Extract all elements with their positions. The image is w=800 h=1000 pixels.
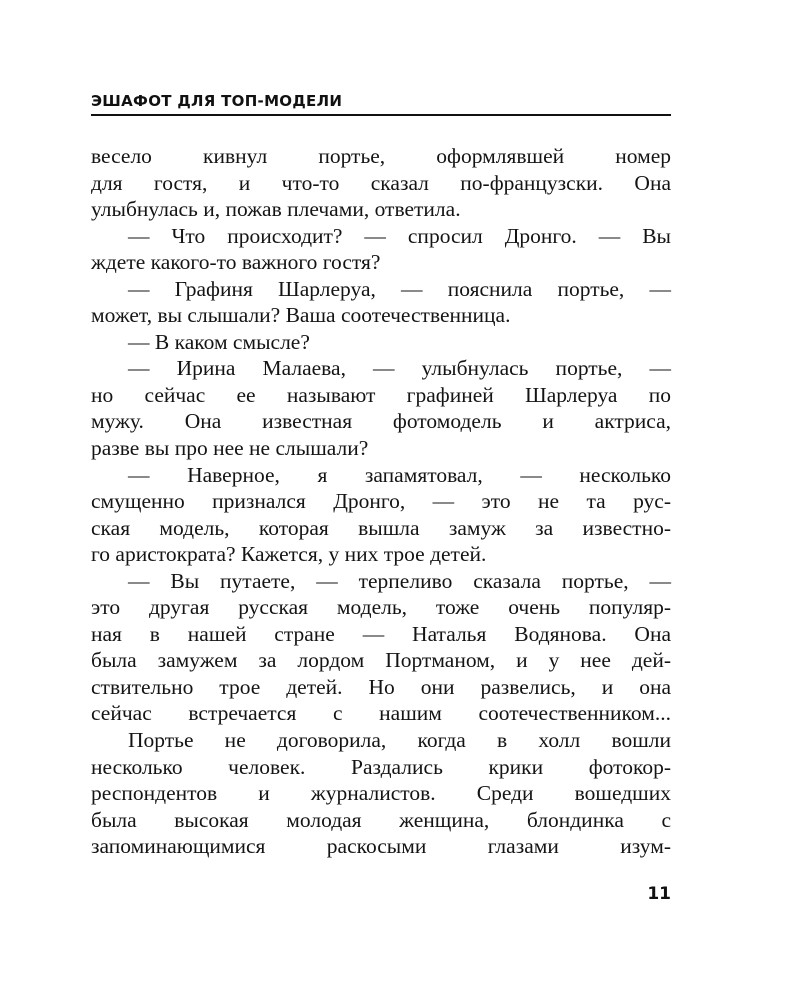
text-line: была замужем за лордом Портманом, и у нее дей-	[91, 648, 671, 673]
text-line: это другая русская модель, тоже очень популяр-	[91, 595, 671, 620]
text-line: несколько человек. Раздались крики фотокор-	[91, 754, 671, 779]
text-line: го аристократа? Кажется, у них трое детей.	[91, 542, 487, 567]
text-line: сейчас встречается с нашим соотечественником...	[91, 701, 671, 726]
running-head	[91, 92, 671, 116]
text-line: но сейчас ее называют графиней Шарлеруа по	[91, 382, 671, 407]
book-title: ЭШАФОТ ДЛЯ ТОП-МОДЕЛИ	[91, 92, 343, 110]
text-line: — Графиня Шарлеруа, — пояснила портье, —	[128, 276, 671, 301]
text-line: — Что происходит? — спросил Дронго. — Вы	[128, 223, 671, 248]
text-line: — В каком смысле?	[128, 329, 310, 354]
text-line: Портье не договорила, когда в холл вошли	[128, 728, 671, 753]
text-line: была высокая молодая женщина, блондинка с	[91, 807, 671, 832]
text-line: мужу. Она известная фотомодель и актриса,	[91, 409, 671, 434]
text-line: — Вы путаете, — терпеливо сказала портье, —	[128, 568, 671, 593]
text-line: — Наверное, я запамятовал, — несколько	[128, 462, 671, 487]
text-line: ствительно трое детей. Но они развелись, и она	[91, 674, 671, 699]
text-line: весело кивнул портье, оформлявшей номер	[91, 144, 671, 168]
body-text	[91, 143, 671, 860]
page-number: 11	[647, 884, 671, 904]
text-line: ная в нашей стране — Наталья Водянова. Она	[91, 621, 671, 646]
text-line: ждете какого-то важного гостя?	[91, 250, 381, 275]
text-line: смущенно признался Дронго, — это не та рус-	[91, 489, 671, 514]
text-line: для гостя, и что-то сказал по-французски. Она	[91, 170, 671, 195]
text-line: запоминающимися раскосыми глазами изум-	[91, 834, 671, 859]
text-line: может, вы слышали? Ваша соотечественница.	[91, 303, 511, 328]
text-line: разве вы про нее не слышали?	[91, 436, 369, 461]
text-line: ская модель, которая вышла замуж за известно-	[91, 515, 671, 540]
text-line: — Ирина Малаева, — улыбнулась портье, —	[128, 356, 671, 381]
text-line: респондентов и журналистов. Среди вошедших	[91, 781, 671, 806]
text-line: улыбнулась и, пожав плечами, ответила.	[91, 197, 461, 222]
